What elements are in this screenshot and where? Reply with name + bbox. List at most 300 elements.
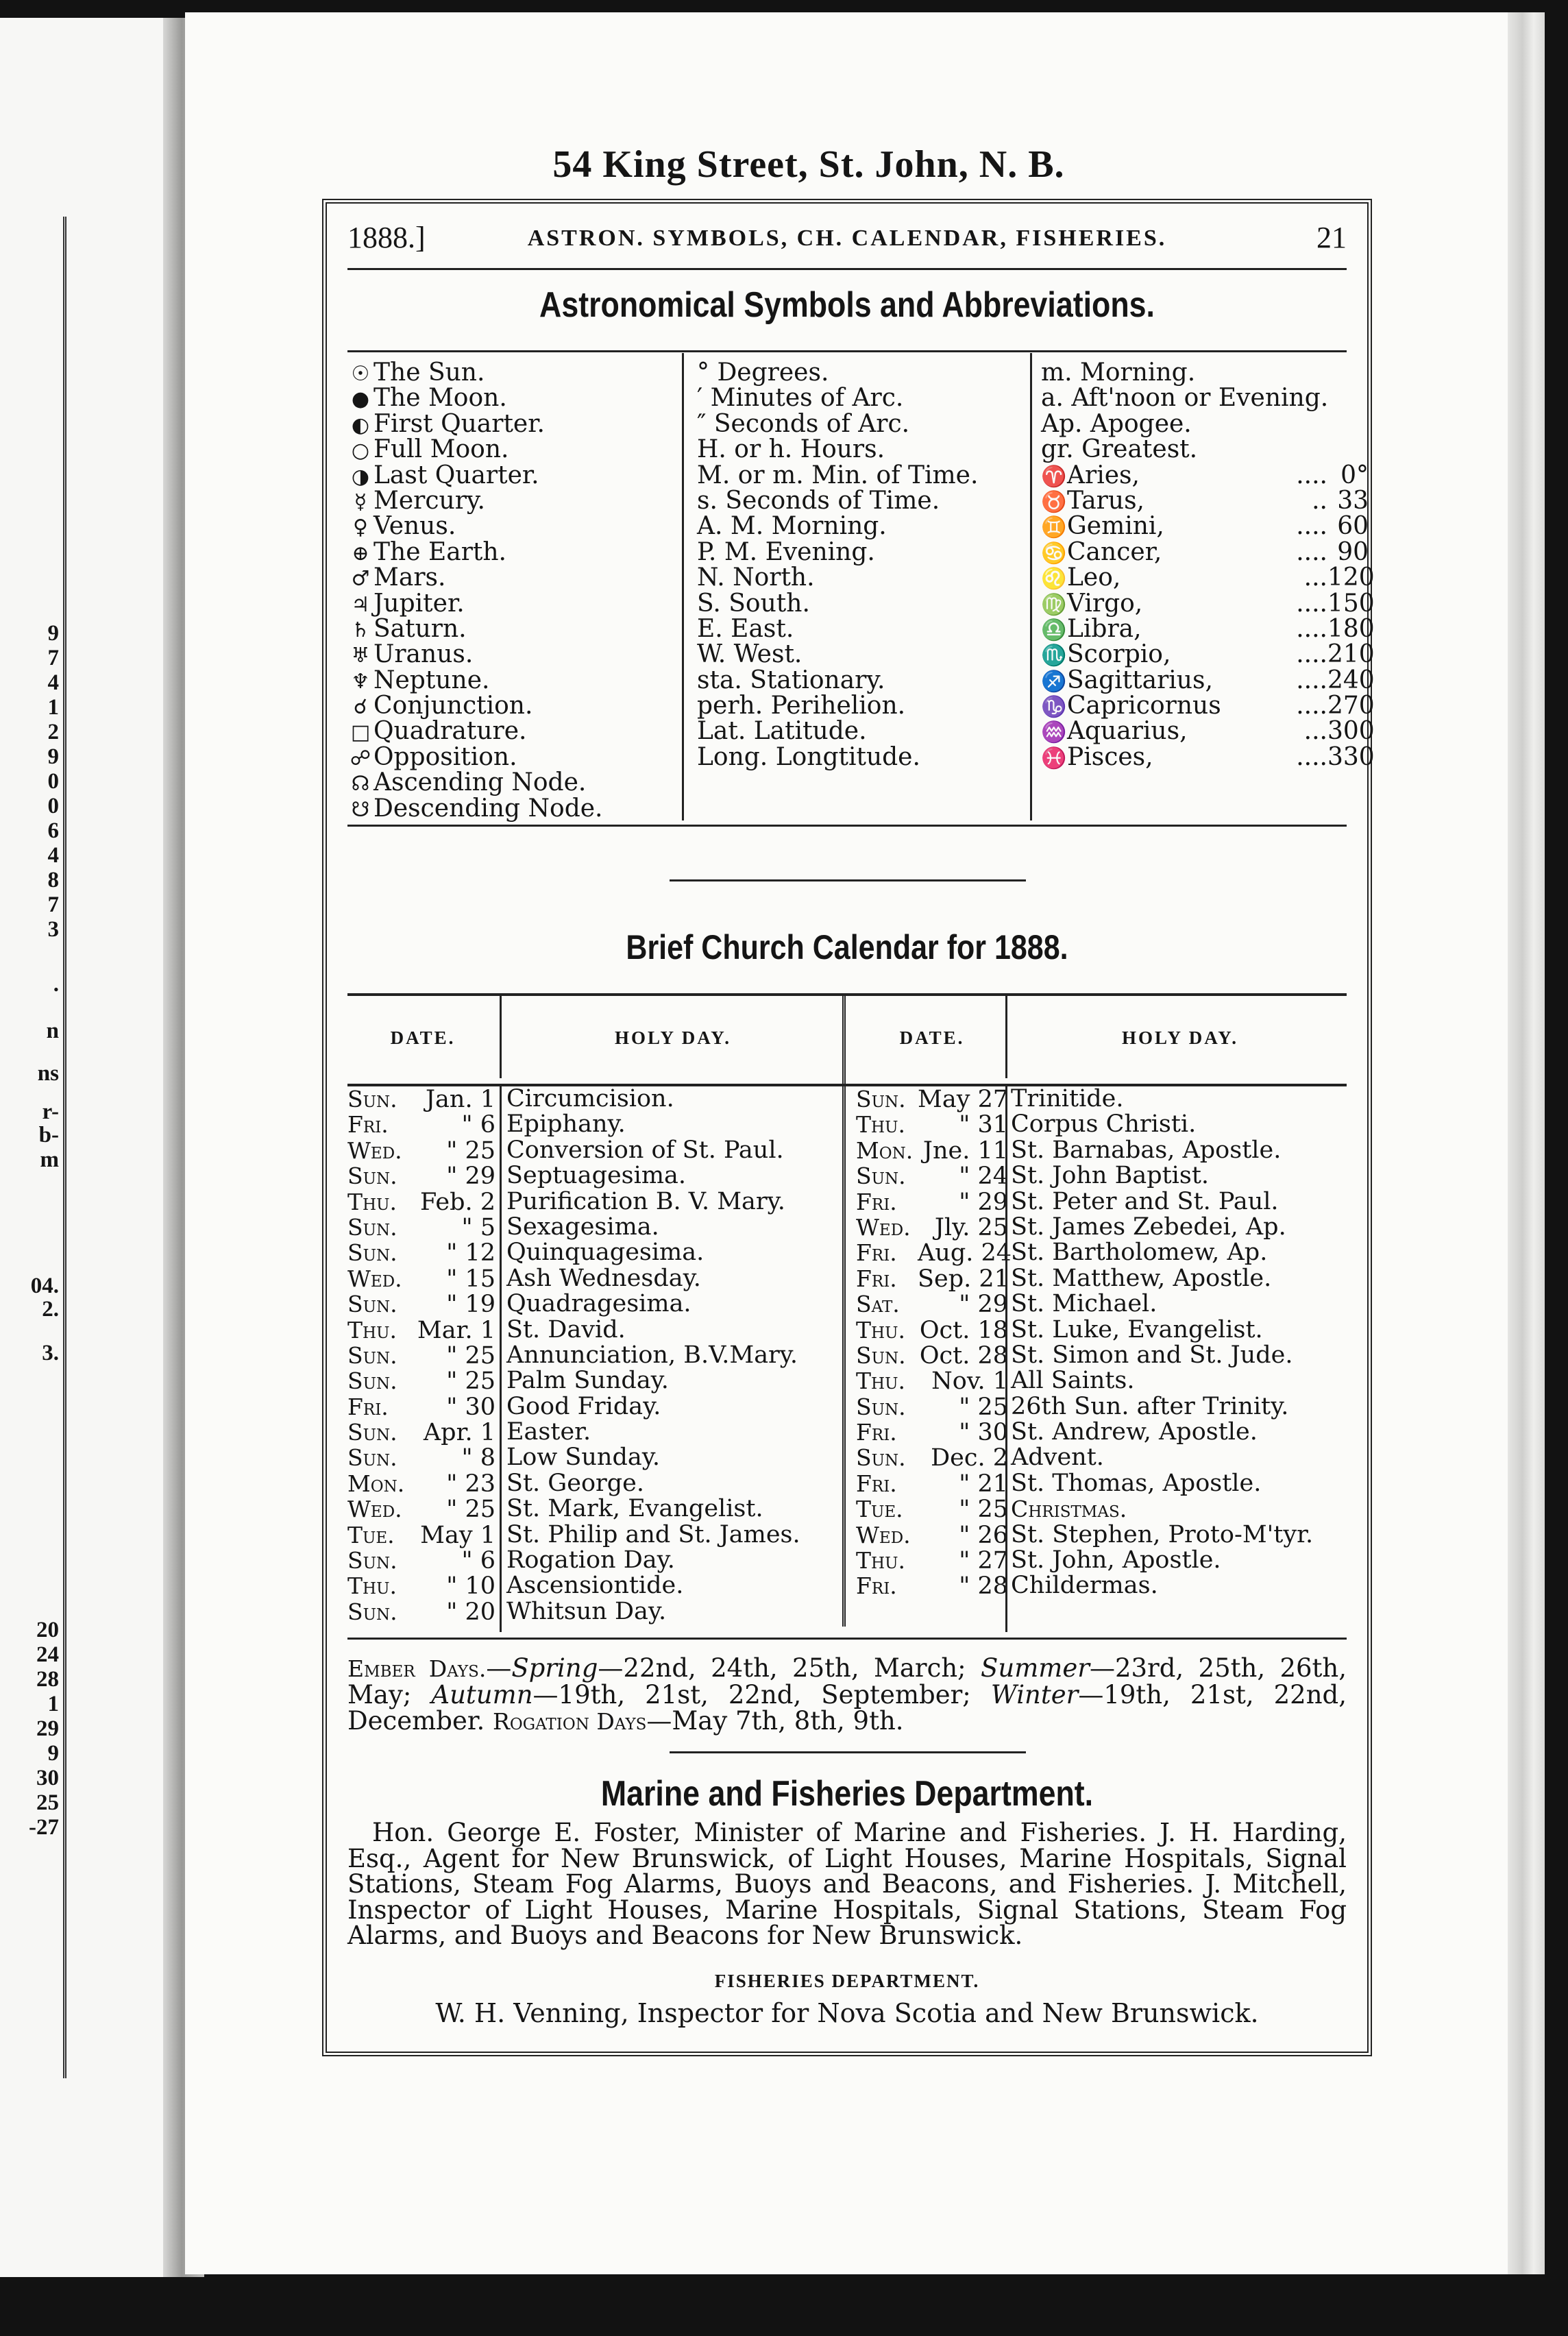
calendar-holy-day: St. Bartholomew, Ap.	[1011, 1239, 1268, 1267]
calendar-date	[347, 1420, 495, 1445]
calendar-holy-day: Christmas.	[1011, 1496, 1127, 1523]
astro-symbol-icon: ☋	[351, 797, 370, 822]
calendar-date	[856, 1239, 1012, 1267]
calendar-day: " 15	[446, 1265, 495, 1293]
calendar-date	[856, 1394, 1008, 1420]
astro-symbol-icon: ☉	[351, 362, 370, 386]
calendar-weekday: Mon.	[347, 1470, 405, 1497]
zodiac-name: Aries,	[1067, 461, 1140, 489]
calendar-weekday: Thu.	[347, 1572, 397, 1600]
calendar-holy-day: Circumcision.	[506, 1085, 674, 1112]
date-header: DATE.	[899, 1027, 965, 1048]
zodiac-sign-icon: ♒	[1041, 720, 1067, 745]
calendar-divider	[1005, 996, 1007, 1078]
left-page-fragment: 3.	[42, 1341, 59, 1365]
calendar-holy-day: St. Luke, Evangelist.	[1011, 1315, 1263, 1343]
calendar-day: Dec. 2	[931, 1444, 1008, 1472]
left-page-fragment: 04.	[30, 1274, 59, 1298]
zodiac-row	[1041, 614, 1375, 643]
calendar-weekday: Sun.	[856, 1444, 906, 1472]
calendar-weekday: Thu.	[347, 1188, 397, 1215]
calendar-weekday: Fri.	[347, 1393, 389, 1420]
astro-symbol-icon: ♅	[351, 644, 370, 668]
zodiac-name: Cancer,	[1067, 537, 1162, 566]
zodiac-name: Virgo,	[1067, 589, 1143, 618]
calendar-day: Jly. 25	[934, 1213, 1008, 1241]
zodiac-row	[1041, 537, 1369, 566]
calendar-day: " 25	[959, 1393, 1008, 1421]
zodiac-leader: ....	[1296, 589, 1327, 618]
left-page-fragment: r-	[42, 1099, 59, 1124]
calendar-holy-day: Epiphany.	[506, 1110, 626, 1139]
calendar-weekday: Tue.	[856, 1496, 903, 1523]
astro-symbol-icon: ○	[351, 439, 370, 463]
calendar-day: " 24	[959, 1163, 1008, 1191]
left-page-fragment: 2.	[42, 1297, 59, 1322]
astro-column-divider	[1030, 353, 1032, 820]
page-header	[347, 220, 1347, 261]
calendar-holy-day: St. John Baptist.	[1011, 1162, 1210, 1190]
abbreviation-row: perh. Perihelion.	[697, 692, 906, 720]
calendar-day: Apr. 1	[423, 1419, 495, 1447]
left-page-fragment: m	[40, 1147, 59, 1172]
calendar-weekday: Fri.	[856, 1470, 897, 1497]
calendar-weekday: Sun.	[347, 1213, 397, 1241]
zodiac-degrees: 0°	[1340, 461, 1369, 489]
zodiac-degrees: 120	[1327, 563, 1375, 592]
calendar-day: " 27	[959, 1547, 1008, 1575]
astro-symbol-icon: ●	[351, 387, 370, 412]
abbreviation-row: gr. Greatest.	[1041, 435, 1198, 464]
zodiac-leader: ....	[1296, 614, 1327, 643]
calendar-date	[347, 1189, 495, 1215]
calendar-day: " 6	[461, 1111, 495, 1139]
calendar-holy-day: St. Thomas, Apostle.	[1011, 1469, 1262, 1497]
zodiac-row	[1041, 666, 1375, 694]
astro-symbol-row	[347, 385, 670, 411]
zodiac-leader: ....	[1296, 692, 1327, 720]
abbreviation-row: A. M. Morning.	[697, 512, 887, 541]
left-page-fragment: 6	[47, 818, 59, 843]
rogation-days-text: —May 7th, 8th, 9th.	[646, 1706, 904, 1736]
abbreviation-row: m. Morning.	[1041, 358, 1196, 387]
calendar-date	[347, 1317, 495, 1343]
calendar-day: " 25	[446, 1136, 495, 1165]
zodiac-name: Aquarius,	[1067, 717, 1188, 746]
calendar-weekday: Sun.	[347, 1547, 397, 1574]
astro-symbol-label: Saturn.	[373, 614, 467, 643]
astro-symbol-row	[347, 693, 670, 718]
astro-symbol-row	[347, 744, 670, 770]
zodiac-row	[1041, 461, 1369, 489]
calendar-day: " 5	[461, 1213, 495, 1241]
zodiac-sign-icon: ♉	[1041, 489, 1067, 514]
ember-days-note	[347, 1655, 1347, 1735]
astro-symbol-label: Quadrature.	[373, 717, 527, 746]
astro-symbol-label: Mars.	[373, 563, 446, 592]
abbreviation-row: s. Seconds of Time.	[697, 486, 940, 515]
calendar-date	[856, 1317, 1008, 1343]
calendar-date	[856, 1445, 1008, 1470]
calendar-weekday: Sun.	[347, 1598, 397, 1625]
calendar-holy-day: St. David.	[506, 1315, 626, 1343]
zodiac-leader: ....	[1296, 512, 1327, 541]
astro-symbol-label: The Sun.	[373, 358, 485, 387]
calendar-holy-day: Childermas.	[1011, 1572, 1158, 1600]
calendar-day: " 29	[959, 1188, 1008, 1216]
date-header: DATE.	[390, 1027, 456, 1048]
calendar-date	[856, 1215, 1008, 1240]
zodiac-sign-icon: ♋	[1041, 541, 1067, 565]
left-page-fragment: 0	[47, 769, 59, 794]
zodiac-sign-icon: ♓	[1041, 746, 1067, 770]
rogation-days-label: Rogation Days	[493, 1708, 647, 1735]
calendar-body	[347, 1086, 1347, 1632]
astro-symbol-row	[347, 642, 670, 667]
calendar-weekday: Sun.	[347, 1341, 397, 1369]
astro-symbol-row	[347, 513, 670, 539]
header-section: ASTRON. SYMBOLS, CH. CALENDAR, FISHERIES.	[527, 226, 1167, 251]
zodiac-row	[1041, 589, 1375, 618]
left-facing-page	[0, 18, 171, 2277]
calendar-date	[856, 1291, 1008, 1317]
abbreviation-row: E. East.	[697, 614, 794, 643]
left-page-fragment: 2	[47, 720, 59, 744]
ember-autumn-text: —19th, 21st, 22nd, September;	[532, 1680, 971, 1710]
zodiac-sign-icon: ♊	[1041, 515, 1067, 540]
calendar-right-holy-days	[1011, 1086, 1313, 1599]
calendar-date	[347, 1522, 495, 1548]
ember-winter: Winter	[990, 1680, 1079, 1710]
calendar-weekday: Thu.	[856, 1111, 905, 1139]
zodiac-degrees: 270	[1327, 692, 1375, 720]
zodiac-leader: ....	[1296, 742, 1327, 771]
calendar-day: " 10	[446, 1572, 495, 1601]
zodiac-sign-icon: ♌	[1041, 567, 1067, 592]
page-frame	[322, 199, 1375, 2056]
left-page-fragment: ns	[37, 1061, 59, 1086]
calendar-holy-day: Good Friday.	[506, 1392, 661, 1420]
left-page-fragment: 7	[47, 892, 59, 917]
calendar-divider	[500, 1086, 502, 1632]
left-page-fragment: 25	[36, 1790, 59, 1815]
zodiac-row	[1041, 742, 1375, 771]
calendar-date	[347, 1445, 495, 1470]
calendar-day: Feb. 2	[419, 1188, 495, 1216]
zodiac-row	[1041, 717, 1375, 746]
astro-title: Astronomical Symbols and Abbreviations.	[539, 285, 1155, 325]
ember-summer: Summer	[981, 1653, 1090, 1683]
calendar-weekday: Thu.	[347, 1316, 397, 1343]
zodiac-row	[1041, 640, 1375, 669]
calendar-holy-day: Rogation Day.	[506, 1546, 675, 1574]
zodiac-name: Tarus,	[1067, 486, 1144, 515]
calendar-weekday: Fri.	[347, 1111, 389, 1139]
calendar-weekday: Sun.	[347, 1291, 397, 1318]
zodiac-name: Scorpio,	[1067, 640, 1171, 669]
zodiac-degrees: 150	[1327, 589, 1375, 618]
calendar-day: " 30	[446, 1393, 495, 1421]
astro-symbol-label: Jupiter.	[373, 589, 465, 618]
astro-symbol-label: Neptune.	[373, 666, 490, 694]
astro-symbol-row	[347, 565, 670, 590]
left-page-fragment: n	[46, 1019, 59, 1043]
left-page-fragment: 1	[47, 695, 59, 720]
calendar-date	[347, 1368, 495, 1394]
calendar-weekday: Tue.	[347, 1521, 395, 1548]
calendar-holy-day: St. James Zebedei, Ap.	[1011, 1213, 1286, 1241]
calendar-holy-day: Annunciation, B.V.Mary.	[506, 1341, 798, 1369]
calendar-holy-day: St. Michael.	[1011, 1290, 1157, 1318]
calendar-weekday: Thu.	[856, 1367, 905, 1395]
calendar-weekday: Fri.	[856, 1188, 897, 1215]
astro-symbol-label: The Moon.	[373, 384, 507, 413]
left-page-fragment: 4	[47, 843, 59, 868]
calendar-weekday: Sun.	[856, 1393, 906, 1420]
marine-title: Marine and Fisheries Department.	[600, 1774, 1094, 1814]
abbreviation-row: ″ Seconds of Arc.	[697, 409, 910, 438]
calendar-date	[856, 1471, 1008, 1496]
calendar-weekday: Mon.	[856, 1136, 914, 1164]
left-page-fragment: 29	[36, 1716, 59, 1741]
calendar-day: Oct. 18	[919, 1316, 1008, 1344]
astro-symbol-row	[347, 539, 670, 565]
calendar-date	[856, 1163, 1008, 1189]
calendar-weekday: Sat.	[856, 1291, 900, 1318]
calendar-holy-day: St. George.	[506, 1469, 645, 1497]
calendar-weekday: Thu.	[856, 1316, 905, 1343]
calendar-title: Brief Church Calendar for 1888.	[626, 928, 1068, 966]
calendar-holy-day: Corpus Christi.	[1011, 1110, 1197, 1139]
zodiac-row	[1041, 692, 1375, 720]
zodiac-sign-icon: ♎	[1041, 618, 1067, 642]
ember-autumn: Autumn	[431, 1680, 533, 1710]
calendar-date	[856, 1138, 1008, 1163]
calendar-holy-day: 26th Sun. after Trinity.	[1011, 1392, 1289, 1420]
astro-symbol-label: Conjunction.	[373, 692, 533, 720]
astro-symbols-column	[347, 360, 670, 821]
zodiac-leader: ....	[1296, 461, 1327, 489]
calendar-day: Jne. 11	[922, 1136, 1008, 1165]
ember-winter-text: —19th, 21st, 22nd, December.	[347, 1680, 1347, 1736]
zodiac-leader: ...	[1303, 717, 1327, 746]
astro-symbol-icon: ◐	[351, 413, 370, 437]
astro-symbol-row	[347, 360, 670, 385]
calendar-day: " 31	[959, 1111, 1008, 1139]
calendar-holy-day: Quinquagesima.	[506, 1239, 705, 1267]
astro-symbol-icon: ♂	[351, 567, 370, 592]
calendar-holy-day: Ascensiontide.	[506, 1572, 684, 1600]
calendar-weekday: Wed.	[347, 1496, 402, 1523]
ember-summer-text: —23rd, 25th, 26th, May;	[347, 1653, 1347, 1710]
left-page-fragment: 20	[36, 1618, 59, 1642]
calendar-date	[347, 1086, 495, 1112]
zodiac-name: Libra,	[1067, 614, 1142, 643]
calendar-weekday: Sun.	[856, 1086, 906, 1112]
calendar-holy-day: St. Peter and St. Paul.	[1011, 1187, 1279, 1215]
calendar-date	[856, 1343, 1008, 1368]
zodiac-leader: ....	[1296, 537, 1327, 566]
astro-symbol-label: Descending Node.	[373, 794, 603, 823]
calendar-date	[856, 1368, 1008, 1394]
calendar-holy-day: St. Mark, Evangelist.	[506, 1495, 763, 1523]
left-page-fragment: 9	[47, 744, 59, 769]
calendar-date	[347, 1572, 495, 1601]
left-page-fragment: 3	[47, 917, 59, 942]
left-page-fragment: 8	[47, 868, 59, 892]
calendar-date	[347, 1266, 495, 1291]
page-edge	[1508, 12, 1545, 2274]
astro-symbol-row	[347, 668, 670, 693]
zodiac-leader: ....	[1296, 666, 1327, 694]
zodiac-row	[1041, 563, 1375, 592]
zodiac-leader: ....	[1296, 640, 1327, 669]
calendar-day: " 29	[959, 1291, 1008, 1319]
calendar-weekday: Fri.	[856, 1572, 897, 1600]
zodiac-degrees: 33	[1337, 486, 1369, 515]
zodiac-row	[1041, 512, 1369, 541]
astro-symbol-icon: □	[350, 720, 371, 745]
holy-day-header: HOLY DAY.	[614, 1027, 732, 1048]
calendar-holy-day: Low Sunday.	[506, 1444, 660, 1472]
astro-symbol-label: Uranus.	[373, 640, 474, 669]
calendar-day: Jan. 1	[426, 1086, 495, 1113]
marine-paragraph: Hon. George E. Foster, Minister of Marine and Fisheries. J. H. Harding, Esq., Agent for New Brunswick, of Light Houses, Marine Hospitals, Signal Stations, Steam Fog Alarms, Buoys and Beacons, and Fisheries. J. Mitchell, Inspector of Light Houses, Marine Hospitals, Signal Stations, Steam Fog Alarms, and Buoys and Beacons for New Brunswick.	[347, 1818, 1347, 1951]
left-page-text-fragments	[4, 217, 66, 2078]
zodiac-leader: ...	[1303, 563, 1327, 592]
calendar-weekday: Sun.	[347, 1444, 397, 1472]
calendar-holy-day: Septuagesima.	[506, 1162, 687, 1190]
zodiac-sign-icon: ♑	[1041, 695, 1067, 720]
calendar-day: " 21	[959, 1470, 1008, 1498]
calendar-date	[347, 1112, 495, 1137]
calendar-holy-day: St. Andrew, Apostle.	[1011, 1418, 1258, 1446]
calendar-day: " 30	[959, 1419, 1008, 1447]
zodiac-degrees: 330	[1327, 742, 1375, 771]
calendar-right-dates	[856, 1086, 1012, 1601]
astro-symbol-row	[347, 770, 670, 795]
left-page-fragment: 9	[47, 1741, 59, 1766]
astro-symbol-label: First Quarter.	[373, 409, 545, 438]
calendar-holy-day: Conversion of St. Paul.	[506, 1136, 784, 1164]
calendar-date	[856, 1266, 1008, 1291]
calendar-header-row	[347, 993, 1347, 1086]
calendar-holy-day: Purification B. V. Mary.	[506, 1187, 785, 1215]
calendar-weekday: Sun.	[347, 1419, 397, 1446]
calendar-weekday: Wed.	[856, 1213, 911, 1241]
abbreviation-row: H. or h. Hours.	[697, 435, 885, 464]
astro-symbol-label: The Earth.	[373, 537, 506, 566]
zodiac-name: Gemini,	[1067, 512, 1164, 541]
left-page-fragment: 9	[47, 621, 59, 646]
calendar-left-dates	[347, 1086, 495, 1625]
holy-day-header: HOLY DAY.	[1121, 1027, 1239, 1048]
astro-symbol-row	[347, 718, 670, 744]
calendar-date	[856, 1086, 1008, 1112]
abbreviation-row: M. or m. Min. of Time.	[697, 461, 979, 489]
astro-symbol-icon: ☿	[354, 489, 367, 514]
abbreviation-row: W. West.	[697, 640, 803, 669]
section-divider	[670, 1751, 1026, 1753]
astro-symbol-label: Last Quarter.	[373, 461, 539, 489]
astro-symbol-row	[347, 463, 670, 488]
fisheries-inspector-line: W. H. Venning, Inspector for Nova Scotia and New Brunswick.	[435, 1998, 1259, 2028]
calendar-day: " 25	[959, 1496, 1008, 1524]
calendar-weekday: Sun.	[347, 1367, 397, 1395]
abbreviation-row: Ap. Apogee.	[1041, 409, 1192, 438]
calendar-holy-day: All Saints.	[1011, 1367, 1135, 1395]
astro-symbol-icon: ⊕	[352, 541, 369, 565]
calendar-day: May 1	[420, 1521, 495, 1549]
zodiac-name: Capricornus	[1067, 692, 1221, 720]
astro-symbol-row	[347, 591, 670, 616]
calendar-date	[347, 1343, 495, 1368]
zodiac-sign-icon: ♏	[1041, 644, 1067, 668]
left-page-fragment: -27	[29, 1815, 59, 1840]
calendar-date	[856, 1189, 1008, 1215]
calendar-date	[347, 1291, 495, 1317]
abbreviation-row: Lat. Latitude.	[697, 717, 867, 746]
zodiac-degrees: 240	[1327, 666, 1375, 694]
astro-symbol-row	[347, 488, 670, 513]
zodiac-degrees: 60	[1337, 512, 1369, 541]
calendar-day: Mar. 1	[417, 1316, 495, 1344]
calendar-day: Aug. 24	[918, 1239, 1012, 1267]
calendar-holy-day: Whitsun Day.	[506, 1597, 667, 1625]
calendar-date	[347, 1163, 495, 1189]
zodiac-degrees: 300	[1327, 717, 1375, 746]
calendar-date	[856, 1572, 1008, 1601]
astro-abbrev-column	[697, 360, 1026, 770]
calendar-holy-day: Sexagesima.	[506, 1213, 659, 1241]
calendar-date	[347, 1394, 495, 1420]
calendar-date	[856, 1112, 1008, 1137]
calendar-holy-day: Ash Wednesday.	[506, 1264, 701, 1292]
calendar-day: " 8	[461, 1444, 495, 1472]
calendar-day: Oct. 28	[919, 1341, 1008, 1370]
calendar-holy-day: St. Philip and St. James.	[506, 1520, 800, 1548]
left-page-fragment: 7	[47, 646, 59, 670]
astro-symbol-row	[347, 411, 670, 437]
astro-symbol-label: Ascending Node.	[373, 768, 587, 797]
calendar-date	[347, 1599, 495, 1625]
calendar-date	[347, 1471, 495, 1496]
calendar-weekday: Sun.	[856, 1163, 906, 1190]
calendar-holy-day: Quadragesima.	[506, 1290, 691, 1318]
zodiac-name: Pisces,	[1067, 742, 1153, 771]
astro-symbol-icon: ☍	[350, 746, 371, 770]
calendar-day: " 23	[446, 1470, 495, 1498]
calendar-day: " 26	[959, 1521, 1008, 1549]
calendar-divider	[1005, 1086, 1007, 1632]
calendar-date	[347, 1138, 495, 1163]
calendar-day: " 20	[446, 1598, 495, 1626]
calendar-date	[347, 1240, 495, 1265]
calendar-holy-day: St. John, Apostle.	[1011, 1546, 1221, 1574]
astro-symbol-row	[347, 437, 670, 462]
astro-symbol-label: Venus.	[373, 512, 456, 541]
abbreviation-row: sta. Stationary.	[697, 666, 885, 694]
calendar-day: May 27	[918, 1086, 1009, 1113]
calendar-holy-day: Advent.	[1011, 1444, 1104, 1472]
abbreviation-row: ° Degrees.	[697, 358, 829, 387]
calendar-date	[347, 1215, 495, 1240]
calendar-date	[856, 1496, 1008, 1522]
calendar-holy-day: St. Stephen, Proto-M'tyr.	[1011, 1520, 1314, 1548]
astro-symbol-label: Full Moon.	[373, 435, 509, 464]
zodiac-degrees: 90	[1337, 537, 1369, 566]
astro-symbol-icon: ♃	[351, 592, 370, 617]
